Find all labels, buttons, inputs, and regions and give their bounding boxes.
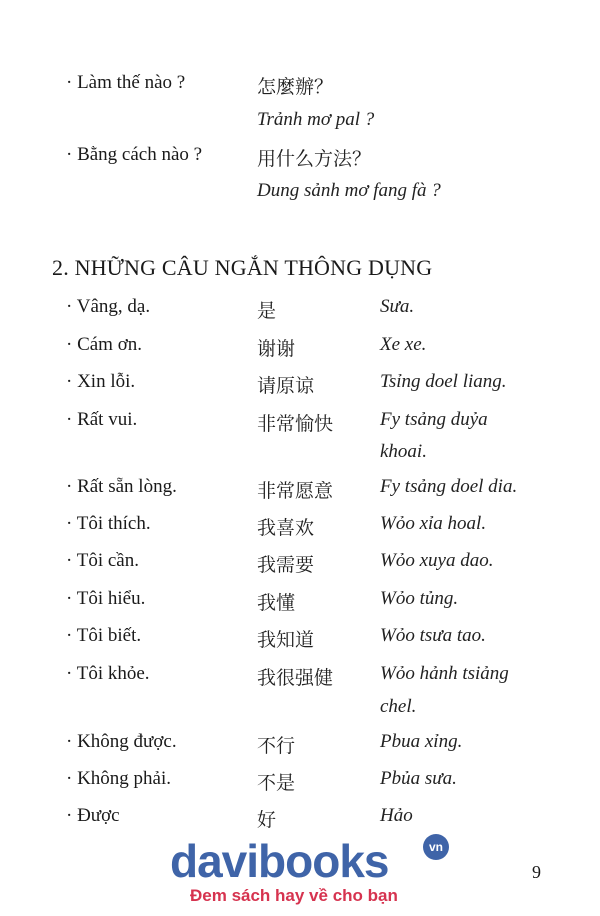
chinese-phrase: 我知道 bbox=[257, 630, 315, 651]
vietnamese-phrase: · Không phải. bbox=[66, 768, 172, 789]
phrase-row bbox=[0, 513, 600, 545]
phrase-row bbox=[0, 768, 600, 800]
pronunciation: Pbủa sưa. bbox=[380, 768, 457, 789]
vietnamese-phrase: · Không được. bbox=[66, 731, 177, 752]
vietnamese-phrase: · Tôi cần. bbox=[66, 550, 139, 571]
pronunciation: Wỏo xỉa hoal. bbox=[380, 513, 487, 534]
pronunciation: Wỏo tủng. bbox=[380, 588, 459, 609]
vietnamese-phrase: · Tôi hiểu. bbox=[66, 588, 146, 609]
vietnamese-phrase: · Vâng, dạ. bbox=[66, 296, 151, 317]
vietnamese-phrase: · Rất sẵn lòng. bbox=[66, 476, 177, 497]
vietnamese-phrase: · Tôi biết. bbox=[66, 625, 142, 646]
chinese-phrase: 我很强健 bbox=[257, 668, 334, 689]
pronunciation: Trảnh mơ pal ? bbox=[257, 109, 375, 130]
pronunciation: chel. bbox=[380, 696, 417, 717]
chinese-phrase: 我懂 bbox=[257, 593, 296, 614]
pronunciation: Pbua xỉng. bbox=[380, 731, 463, 752]
logo-vn-badge: vn bbox=[423, 834, 449, 860]
vietnamese-phrase: · Làm thế nào ? bbox=[66, 72, 186, 93]
vietnamese-phrase: · Xin lỗi. bbox=[66, 371, 136, 392]
phrase-row bbox=[0, 371, 600, 403]
chinese-phrase: 谢谢 bbox=[257, 339, 296, 360]
pronunciation: Dung sảnh mơ fang fà ? bbox=[257, 180, 441, 201]
logo-davi: davi bbox=[170, 835, 259, 887]
section-heading: 2. NHỮNG CÂU NGẮN THÔNG DỤNG bbox=[52, 255, 433, 280]
pronunciation: Fy tsảng doel dia. bbox=[380, 476, 518, 497]
logo-books: books bbox=[258, 835, 389, 887]
chinese-phrase: 非常愿意 bbox=[257, 481, 334, 502]
chinese-phrase: 用什么方法？ bbox=[257, 149, 372, 170]
vietnamese-phrase: · Tôi thích. bbox=[66, 513, 151, 534]
chinese-phrase: 我需要 bbox=[257, 555, 315, 576]
pronunciation: Wỏo xuya dao. bbox=[380, 550, 494, 571]
phrase-row bbox=[0, 663, 600, 695]
page-number: 9 bbox=[532, 862, 541, 882]
pronunciation-continuation bbox=[0, 441, 600, 473]
chinese-phrase: 怎麼辦？ bbox=[257, 77, 334, 98]
phrase-row bbox=[0, 72, 600, 104]
phrase-row bbox=[0, 409, 600, 441]
chinese-phrase: 是 bbox=[257, 301, 277, 322]
pronunciation: Fy tsảng duỷa bbox=[380, 409, 488, 430]
phrase-row bbox=[0, 476, 600, 508]
phrase-row bbox=[0, 588, 600, 620]
chinese-phrase: 不是 bbox=[257, 773, 296, 794]
pronunciation: Hảo bbox=[380, 805, 413, 826]
chinese-phrase: 我喜欢 bbox=[257, 518, 315, 539]
vietnamese-phrase: · Bằng cách nào ? bbox=[66, 144, 203, 165]
pronunciation: Wỏo hảnh tsiảng bbox=[380, 663, 509, 684]
davibooks-logo bbox=[170, 835, 389, 887]
chinese-phrase: 请原谅 bbox=[257, 376, 315, 397]
chinese-phrase: 好 bbox=[257, 810, 277, 831]
chinese-phrase: 非常愉快 bbox=[257, 414, 334, 435]
phrase-row bbox=[0, 144, 600, 176]
pronunciation: Xe xe. bbox=[380, 334, 427, 355]
pronunciation: Sưa. bbox=[380, 296, 415, 317]
pronunciation-row bbox=[0, 180, 600, 212]
pronunciation-row bbox=[0, 109, 600, 141]
pronunciation-continuation bbox=[0, 696, 600, 728]
vietnamese-phrase: · Được bbox=[66, 805, 120, 826]
pronunciation: Wỏo tsưa tao. bbox=[380, 625, 486, 646]
pronunciation: khoai. bbox=[380, 441, 427, 462]
vietnamese-phrase: · Cám ơn. bbox=[66, 334, 143, 355]
vietnamese-phrase: · Tôi khỏe. bbox=[66, 663, 150, 684]
phrase-row bbox=[0, 731, 600, 763]
phrase-row bbox=[0, 625, 600, 657]
logo-slogan: Đem sách hay về cho bạn bbox=[190, 886, 398, 905]
vietnamese-phrase: · Rất vui. bbox=[66, 409, 138, 430]
pronunciation: Tsỉng doel liang. bbox=[380, 371, 507, 392]
chinese-phrase: 不行 bbox=[257, 736, 296, 757]
phrase-row bbox=[0, 550, 600, 582]
phrase-row bbox=[0, 805, 600, 837]
phrase-row bbox=[0, 296, 600, 328]
phrase-row bbox=[0, 334, 600, 366]
